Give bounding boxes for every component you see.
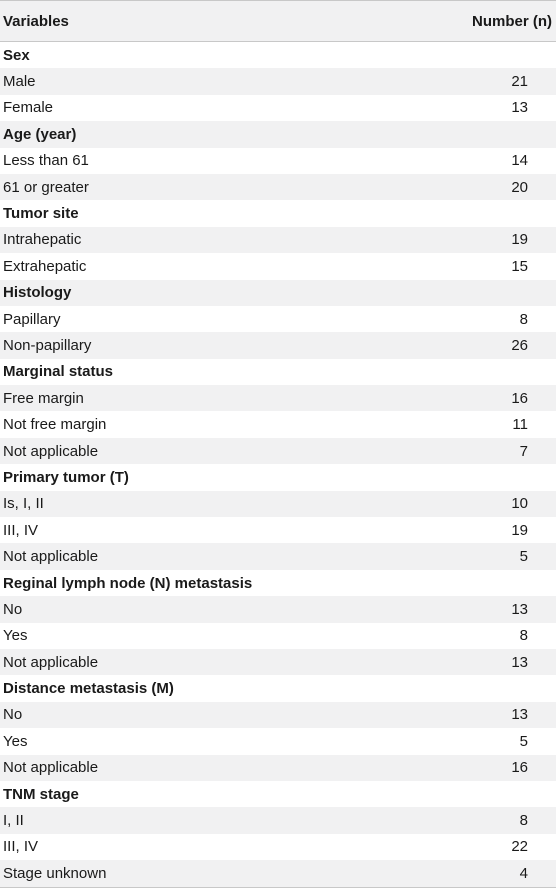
table-row [0, 596, 556, 622]
table-row [0, 649, 556, 675]
row-label: Free margin [3, 389, 84, 407]
row-value: 21 [511, 73, 528, 91]
section-label: Tumor site [3, 205, 79, 223]
row-value: 8 [519, 627, 528, 645]
row-value: 8 [519, 310, 528, 328]
row-label: I, II [3, 812, 24, 830]
row-label: Stage unknown [3, 864, 107, 882]
row-value: 19 [511, 521, 528, 539]
row-label: Less than 61 [3, 152, 89, 170]
table-row [0, 491, 556, 517]
table-header [0, 0, 556, 42]
table-row [0, 306, 556, 332]
section-header-row [0, 464, 556, 490]
section-header-row [0, 675, 556, 701]
row-value: 26 [511, 336, 528, 354]
row-label: Non-papillary [3, 336, 92, 354]
table-row [0, 728, 556, 754]
row-value: 5 [519, 548, 528, 566]
section-header-row [0, 200, 556, 226]
table-row [0, 332, 556, 358]
row-value: 14 [511, 152, 528, 170]
row-label: Not applicable [3, 759, 99, 777]
row-label: Yes [3, 732, 28, 750]
table-row [0, 702, 556, 728]
row-value: 15 [511, 257, 528, 275]
table-row [0, 755, 556, 781]
table-row [0, 385, 556, 411]
section-header-row [0, 42, 556, 68]
table-row [0, 623, 556, 649]
row-label: Intrahepatic [3, 231, 82, 249]
row-value: 13 [511, 99, 528, 117]
row-label: Not free margin [3, 416, 107, 434]
row-value: 19 [511, 231, 528, 249]
table-row [0, 543, 556, 569]
section-label: Marginal status [3, 363, 114, 381]
row-value: 13 [511, 653, 528, 671]
table-row [0, 174, 556, 200]
number-column-header: Number (n) [472, 12, 552, 30]
row-label: Not applicable [3, 442, 99, 460]
row-value: 13 [511, 600, 528, 618]
table-row [0, 517, 556, 543]
row-label: No [3, 706, 23, 724]
table-body [0, 42, 556, 888]
row-value: 22 [511, 838, 528, 856]
row-label: Not applicable [3, 653, 99, 671]
table-row [0, 438, 556, 464]
section-label: Histology [3, 284, 72, 302]
row-value: 11 [512, 416, 528, 434]
table-row [0, 860, 556, 887]
row-label: Male [3, 73, 36, 91]
table-row [0, 807, 556, 833]
table-row [0, 253, 556, 279]
table-row [0, 411, 556, 437]
table-row [0, 834, 556, 860]
row-value: 8 [519, 812, 528, 830]
table-row [0, 95, 556, 121]
row-value: 10 [511, 495, 528, 513]
section-label: Age (year) [3, 125, 77, 143]
table-row [0, 227, 556, 253]
section-header-row [0, 359, 556, 385]
section-label: Distance metastasis (M) [3, 680, 174, 698]
row-value: 7 [519, 442, 528, 460]
section-header-row [0, 781, 556, 807]
section-header-row [0, 570, 556, 596]
section-label: Primary tumor (T) [3, 468, 129, 486]
row-label: Is, I, II [3, 495, 44, 513]
row-label: III, IV [3, 838, 39, 856]
row-label: Not applicable [3, 548, 99, 566]
row-label: 61 or greater [3, 178, 89, 196]
row-label: Yes [3, 627, 28, 645]
row-value: 20 [511, 178, 528, 196]
row-value: 16 [511, 759, 528, 777]
row-value: 13 [511, 706, 528, 724]
row-label: Female [3, 99, 54, 117]
section-label: Reginal lymph node (N) metastasis [3, 574, 253, 592]
row-label: Papillary [3, 310, 61, 328]
row-label: Extrahepatic [3, 257, 87, 275]
section-label: TNM stage [3, 785, 79, 803]
row-label: No [3, 600, 23, 618]
table-row [0, 148, 556, 174]
row-value: 5 [519, 732, 528, 750]
row-value: 16 [511, 389, 528, 407]
variables-column-header: Variables [3, 12, 69, 30]
section-label: Sex [3, 46, 30, 64]
row-value: 4 [519, 864, 528, 882]
table-row [0, 68, 556, 94]
row-label: III, IV [3, 521, 39, 539]
section-header-row [0, 121, 556, 147]
section-header-row [0, 280, 556, 306]
